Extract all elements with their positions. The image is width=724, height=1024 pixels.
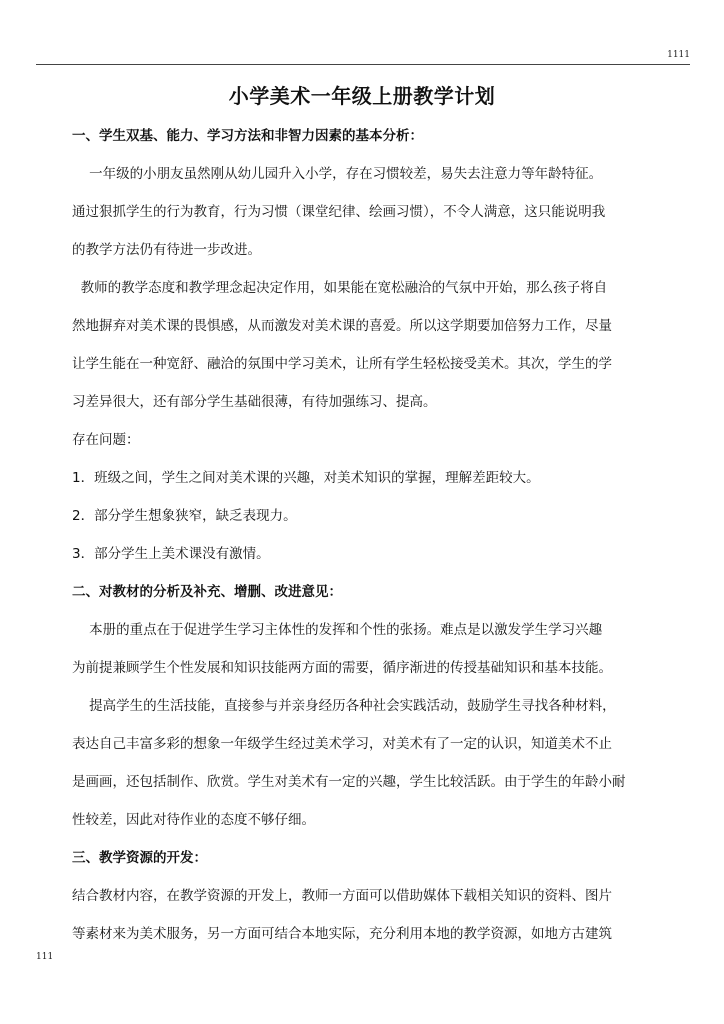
paragraph-line: 教师的教学态度和教学理念起决定作用，如果能在宽松融洽的气氛中开始，那么孩子将自: [72, 280, 608, 296]
section-heading-1: 一、学生双基、能力、学习方法和非智力因素的基本分析：: [72, 128, 423, 144]
problem-item-1: 1．班级之间，学生之间对美术课的兴趣，对美术知识的掌握，理解差距较大。: [72, 470, 540, 486]
paragraph-line: 让学生能在一种宽舒、融洽的氛围中学习美术，让所有学生轻松接受美术。其次，学生的学: [72, 356, 612, 372]
paragraph-line: 通过狠抓学生的行为教育，行为习惯（课堂纪律、绘画习惯），不令人满意，这只能说明我: [72, 204, 606, 220]
paragraph-line: 是画画，还包括制作、欣赏。学生对美术有一定的兴趣，学生比较活跃。由于学生的年龄小耐: [72, 774, 626, 790]
paragraph-line: 习差异很大，还有部分学生基础很薄，有待加强练习、提高。: [72, 394, 437, 410]
footer-page-number: 111: [36, 952, 54, 962]
paragraph-line: 一年级的小朋友虽然刚从幼儿园升入小学，存在习惯较差，易失去注意力等年龄特征。: [72, 166, 603, 182]
section-heading-3: 三、教学资源的开发：: [72, 850, 207, 866]
problems-label: 存在问题：: [72, 432, 140, 448]
header-divider: [36, 64, 690, 65]
document-body: [72, 117, 662, 953]
paragraph-line: 本册的重点在于促进学生学习主体性的发挥和个性的张扬。难点是以激发学生学习兴趣: [72, 622, 603, 638]
paragraph-line: 提高学生的生活技能，直接参与并亲身经历各种社会实践活动，鼓励学生寻找各种材料，: [72, 698, 616, 714]
paragraph-line: 为前提兼顾学生个性发展和知识技能两方面的需要，循序渐进的传授基础知识和基本技能。: [72, 660, 612, 676]
problem-item-3: 3．部分学生上美术课没有激情。: [72, 546, 270, 562]
problem-item-2: 2．部分学生想象狭窄，缺乏表现力。: [72, 508, 297, 524]
paragraph-line: 性较差，因此对待作业的态度不够仔细。: [72, 812, 315, 828]
document-title: 小学美术一年级上册教学计划: [228, 84, 496, 108]
paragraph-line: 等素材来为美术服务，另一方面可结合本地实际，充分利用本地的教学资源，如地方古建筑: [72, 926, 612, 942]
header-page-number: 1111: [667, 50, 690, 60]
paragraph-line: 然地摒弃对美术课的畏惧感，从而激发对美术课的喜爱。所以这学期要加倍努力工作，尽量: [72, 318, 612, 334]
paragraph-line: 表达自己丰富多彩的想象一年级学生经过美术学习，对美术有了一定的认识，知道美术不止: [72, 736, 612, 752]
paragraph-line: 的教学方法仍有待进一步改进。: [72, 242, 261, 258]
section-heading-2: 二、对教材的分析及补充、增删、改进意见：: [72, 584, 342, 600]
paragraph-line: 结合教材内容，在教学资源的开发上，教师一方面可以借助媒体下载相关知识的资料、图片: [72, 888, 612, 904]
